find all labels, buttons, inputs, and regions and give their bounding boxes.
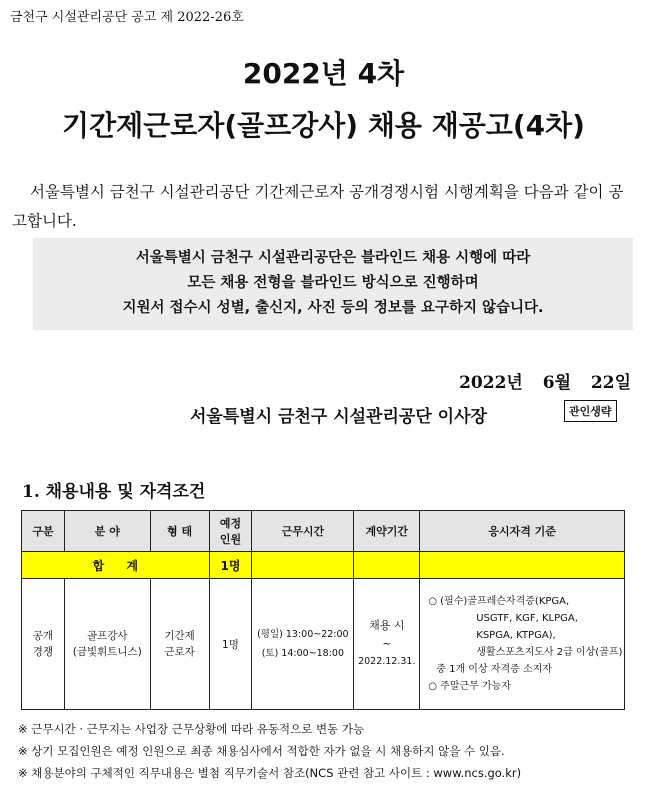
section-title: 1. 채용내용 및 자격조건 <box>22 482 206 502</box>
notice-number: 금천구 시설관리공단 공고 제 2022-26호 <box>10 10 244 25</box>
hours-weekday: (평일) 13:00~22:00 <box>257 629 349 640</box>
header-requirements: 응시자격 기준 <box>420 511 625 552</box>
issuer: 서울특별시 금천구 시설관리공단 이사장 <box>190 407 487 427</box>
header-period: 계약기간 <box>354 511 420 552</box>
cell-field: 골프강사 (금빛휘트니스) <box>64 579 150 710</box>
blind-hiring-box <box>33 238 633 330</box>
header-category: 구분 <box>22 511 65 552</box>
cell-requirements <box>420 579 625 710</box>
req-line: 생활스포츠지도사 2급 이상(골프) <box>476 647 623 658</box>
period-end: 2022.12.31. <box>358 656 416 667</box>
title-line1: 2022년 4차 <box>242 57 405 90</box>
note-line: ※ 근무시간 · 근무지는 사업장 근무상황에 따라 유동적으로 변동 가능 <box>18 722 365 736</box>
table-row <box>22 579 625 710</box>
blind-line: 서울특별시 금천구 시설관리공단은 블라인드 채용 시행에 따라 <box>135 250 531 266</box>
header-type: 형 태 <box>150 511 209 552</box>
cell-count: 1명 <box>209 579 252 710</box>
total-label: 합 계 <box>22 552 210 579</box>
period-tilde: ~ <box>382 638 392 650</box>
cell-category: 공개 경쟁 <box>22 579 65 710</box>
cell-type: 기간제 근로자 <box>150 579 209 710</box>
req-line: 중 1개 이상 자격증 소지자 <box>436 664 552 675</box>
note-line: ※ 채용분야의 구체적인 직무내용은 별첨 직무기술서 참조(NCS 관련 참고 사이트 : www.ncs.go.kr) <box>18 766 522 780</box>
notes <box>18 718 521 784</box>
announcement-date: 2022년 6월 22일 <box>459 373 631 393</box>
cell-period <box>354 579 420 710</box>
header-field: 분 야 <box>64 511 150 552</box>
header-count: 예정 인원 <box>209 511 252 552</box>
intro-text: 서울특별시 금천구 시설관리공단 기간제근로자 공개경쟁시험 시행계획을 다음과 같이 공고합니다. <box>12 183 624 230</box>
blind-line: 모든 채용 전형을 블라인드 방식으로 진행하며 <box>187 275 479 291</box>
total-row <box>22 552 625 579</box>
title-line2: 기간제근로자(골프강사) 채용 재공고(4차) <box>62 109 585 142</box>
recruitment-table <box>21 510 625 710</box>
total-count: 1명 <box>209 552 252 579</box>
header-hours: 근무시간 <box>252 511 354 552</box>
hours-saturday: (토) 14:00~18:00 <box>261 648 345 659</box>
seal-omitted-badge: 관인생략 <box>564 400 617 422</box>
req-line: USGTF, KGF, KLPGA, <box>476 613 578 624</box>
req-line: ○ (필수)골프레슨자격증(KPGA, <box>428 596 570 607</box>
period-start: 채용 시 <box>369 619 405 632</box>
cell-hours <box>252 579 354 710</box>
blind-line: 지원서 접수시 성별, 출신지, 사진 등의 정보를 요구하지 않습니다. <box>122 300 544 316</box>
req-line: ○ 주말근무 가능자 <box>428 681 511 692</box>
req-line: KSPGA, KTPGA), <box>476 630 556 641</box>
note-line: ※ 상기 모집인원은 예정 인원으로 최종 채용심사에서 적합한 자가 없을 시 채용하지 않을 수 있음. <box>18 744 505 758</box>
